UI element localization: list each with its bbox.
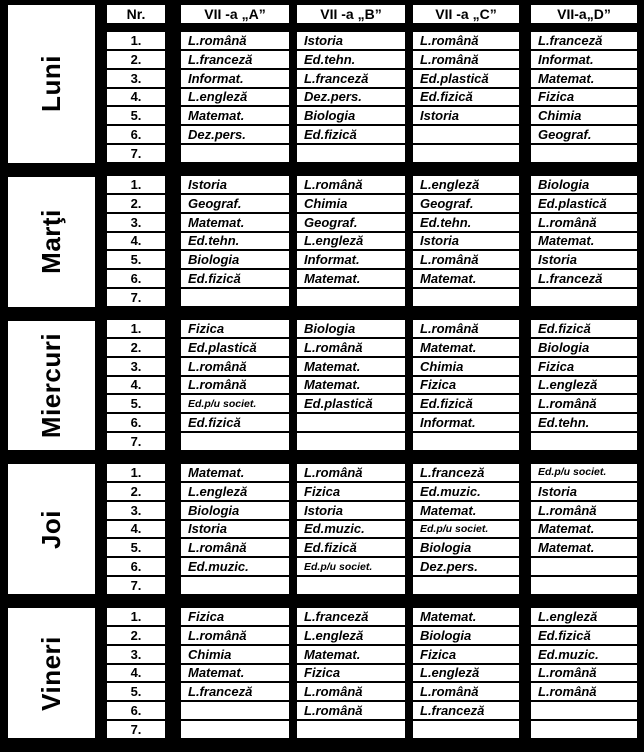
subject-cell: Dez.pers. — [413, 558, 519, 575]
subject-cell: Ed.plastică — [181, 339, 289, 356]
subject-cell: Biologia — [297, 320, 405, 337]
subject-cell — [413, 145, 519, 162]
subject-cell: Ed.fizică — [413, 89, 519, 106]
timetable-row — [107, 89, 637, 106]
subject-cell: Fizica — [413, 377, 519, 394]
subject-cell: Ed.tehn. — [181, 233, 289, 250]
subject-cell: Ed.muzic. — [413, 483, 519, 500]
class-header-c: VII -a „C” — [413, 5, 519, 23]
day-label: Joi — [35, 509, 66, 549]
schedule-grid — [107, 5, 637, 752]
timetable-row — [107, 32, 637, 49]
class-header-d: VII-a„D” — [531, 5, 637, 23]
subject-cell: Fizica — [297, 483, 405, 500]
row-number: 2. — [107, 483, 165, 500]
subject-cell: Fizica — [181, 608, 289, 625]
subject-cell: L.franceză — [531, 32, 637, 49]
timetable-row — [107, 233, 637, 250]
subject-cell — [531, 721, 637, 738]
row-number: 6. — [107, 414, 165, 431]
timetable-row — [107, 646, 637, 663]
subject-cell: Ed.fizică — [531, 320, 637, 337]
row-number: 3. — [107, 646, 165, 663]
subject-cell: Ed.fizică — [413, 395, 519, 412]
subject-cell: Matemat. — [413, 339, 519, 356]
subject-cell: L.română — [413, 683, 519, 700]
subject-cell: L.franceză — [297, 70, 405, 87]
subject-cell: Fizica — [531, 358, 637, 375]
timetable-row — [107, 608, 637, 625]
timetable-row — [107, 339, 637, 356]
subject-cell: Biologia — [531, 339, 637, 356]
subject-cell: Istoria — [413, 107, 519, 124]
day-section — [107, 32, 637, 162]
timetable-row — [107, 433, 637, 450]
subject-cell: Chimia — [297, 195, 405, 212]
timetable-row — [107, 502, 637, 519]
subject-cell: Ed.muzic. — [531, 646, 637, 663]
row-number: 5. — [107, 539, 165, 556]
subject-cell: L.engleză — [531, 608, 637, 625]
row-number: 1. — [107, 32, 165, 49]
subject-cell: Matemat. — [531, 521, 637, 538]
day-label: Miercuri — [36, 332, 66, 439]
subject-cell: L.română — [181, 539, 289, 556]
day-box — [8, 464, 95, 594]
subject-cell: Istoria — [181, 521, 289, 538]
row-number: 4. — [107, 377, 165, 394]
subject-cell — [413, 433, 519, 450]
row-number: 1. — [107, 464, 165, 481]
timetable-row — [107, 251, 637, 268]
subject-cell: L.română — [297, 176, 405, 193]
subject-cell: Ed.plastică — [413, 70, 519, 87]
subject-cell: L.română — [413, 320, 519, 337]
subject-cell — [531, 289, 637, 306]
subject-cell: Matemat. — [181, 464, 289, 481]
subject-cell: L.română — [297, 702, 405, 719]
subject-cell: Chimia — [181, 646, 289, 663]
subject-cell: Informat. — [531, 51, 637, 68]
subject-cell: L.franceză — [181, 683, 289, 700]
subject-cell: Ed.fizică — [297, 539, 405, 556]
row-number: 6. — [107, 558, 165, 575]
subject-cell — [531, 558, 637, 575]
subject-cell: L.franceză — [531, 270, 637, 287]
subject-cell — [297, 145, 405, 162]
row-number: 2. — [107, 51, 165, 68]
subject-cell: Matemat. — [181, 107, 289, 124]
subject-cell: Ed.fizică — [531, 627, 637, 644]
subject-cell — [297, 433, 405, 450]
subject-cell — [413, 289, 519, 306]
day-box — [8, 177, 95, 307]
day-column — [8, 5, 95, 752]
subject-cell — [413, 721, 519, 738]
subject-cell: Matemat. — [181, 214, 289, 231]
timetable-row — [107, 721, 637, 738]
row-number: 1. — [107, 320, 165, 337]
subject-cell: L.română — [531, 214, 637, 231]
subject-cell: Ed.tehn. — [531, 414, 637, 431]
class-header-a: VII -a „A” — [181, 5, 289, 23]
timetable-row — [107, 214, 637, 231]
subject-cell — [181, 289, 289, 306]
timetable-row — [107, 464, 637, 481]
subject-cell: Matemat. — [297, 358, 405, 375]
day-section — [107, 608, 637, 738]
subject-cell: Matemat. — [413, 502, 519, 519]
subject-cell: Geograf. — [413, 195, 519, 212]
row-number: 5. — [107, 395, 165, 412]
subject-cell: Geograf. — [531, 126, 637, 143]
subject-cell: L.română — [413, 251, 519, 268]
subject-cell: Informat. — [297, 251, 405, 268]
subject-cell — [531, 145, 637, 162]
subject-cell: Fizica — [181, 320, 289, 337]
subject-cell: Matemat. — [297, 377, 405, 394]
subject-cell — [413, 577, 519, 594]
day-sections — [107, 32, 637, 752]
subject-cell: L.engleză — [181, 483, 289, 500]
row-number: 3. — [107, 502, 165, 519]
day-box — [8, 5, 95, 163]
subject-cell: Fizica — [531, 89, 637, 106]
subject-cell: Matemat. — [413, 270, 519, 287]
subject-cell: Chimia — [413, 358, 519, 375]
subject-cell: L.franceză — [413, 464, 519, 481]
row-number: 5. — [107, 683, 165, 700]
subject-cell — [531, 702, 637, 719]
row-number: 2. — [107, 627, 165, 644]
row-number: 6. — [107, 702, 165, 719]
timetable-row — [107, 320, 637, 337]
row-number: 7. — [107, 289, 165, 306]
timetable-row — [107, 683, 637, 700]
subject-cell: Biologia — [297, 107, 405, 124]
subject-cell: Ed.p/u societ. — [181, 395, 289, 412]
row-number: 2. — [107, 339, 165, 356]
subject-cell: Matemat. — [297, 646, 405, 663]
subject-cell: L.engleză — [297, 233, 405, 250]
subject-cell: L.română — [297, 464, 405, 481]
subject-cell: Istoria — [531, 483, 637, 500]
timetable-row — [107, 195, 637, 212]
timetable-row — [107, 358, 637, 375]
subject-cell — [181, 577, 289, 594]
subject-cell: Matemat. — [531, 233, 637, 250]
subject-cell: Dez.pers. — [181, 126, 289, 143]
timetable-row — [107, 702, 637, 719]
timetable-row — [107, 539, 637, 556]
subject-cell — [297, 577, 405, 594]
subject-cell: L.franceză — [297, 608, 405, 625]
row-number: 4. — [107, 89, 165, 106]
subject-cell: L.engleză — [413, 665, 519, 682]
subject-cell: Matemat. — [413, 608, 519, 625]
timetable-row — [107, 126, 637, 143]
subject-cell: Ed.plastică — [297, 395, 405, 412]
day-label: Luni — [36, 55, 66, 113]
subject-cell: L.engleză — [531, 377, 637, 394]
row-number: 3. — [107, 70, 165, 87]
subject-cell: Istoria — [181, 176, 289, 193]
subject-cell — [181, 433, 289, 450]
day-section — [107, 176, 637, 306]
subject-cell — [181, 702, 289, 719]
timetable-row — [107, 521, 637, 538]
row-number: 4. — [107, 233, 165, 250]
class-header-b: VII -a „B” — [297, 5, 405, 23]
subject-cell: Ed.p/u societ. — [413, 521, 519, 538]
subject-cell: Istoria — [297, 32, 405, 49]
subject-cell: L.română — [181, 32, 289, 49]
subject-cell: Ed.p/u societ. — [531, 464, 637, 481]
subject-cell: L.română — [531, 502, 637, 519]
subject-cell — [297, 721, 405, 738]
subject-cell: L.română — [413, 51, 519, 68]
subject-cell: L.engleză — [297, 627, 405, 644]
subject-cell: Ed.muzic. — [181, 558, 289, 575]
subject-cell: Ed.fizică — [181, 270, 289, 287]
subject-cell: L.română — [531, 665, 637, 682]
subject-cell: Matemat. — [531, 539, 637, 556]
subject-cell: Istoria — [297, 502, 405, 519]
subject-cell: L.română — [181, 377, 289, 394]
subject-cell: Matemat. — [297, 270, 405, 287]
subject-cell: Ed.fizică — [297, 126, 405, 143]
subject-cell: Matemat. — [531, 70, 637, 87]
timetable-row — [107, 107, 637, 124]
nr-header: Nr. — [107, 5, 165, 23]
subject-cell: Dez.pers. — [297, 89, 405, 106]
timetable-row — [107, 665, 637, 682]
row-number: 6. — [107, 270, 165, 287]
subject-cell: Ed.plastică — [531, 195, 637, 212]
row-number: 6. — [107, 126, 165, 143]
header-row — [107, 5, 637, 23]
subject-cell: L.română — [531, 683, 637, 700]
subject-cell: L.română — [181, 358, 289, 375]
row-number: 4. — [107, 665, 165, 682]
subject-cell: Matemat. — [181, 665, 289, 682]
subject-cell — [413, 126, 519, 143]
subject-cell: Biologia — [413, 539, 519, 556]
subject-cell: Ed.tehn. — [297, 51, 405, 68]
subject-cell: Istoria — [413, 233, 519, 250]
subject-cell — [181, 145, 289, 162]
row-number: 3. — [107, 214, 165, 231]
subject-cell: Biologia — [531, 176, 637, 193]
subject-cell: L.română — [181, 627, 289, 644]
subject-cell: L.română — [413, 32, 519, 49]
subject-cell: Biologia — [413, 627, 519, 644]
subject-cell — [181, 721, 289, 738]
subject-cell — [531, 433, 637, 450]
day-section — [107, 320, 637, 450]
timetable-row — [107, 395, 637, 412]
subject-cell: Ed.p/u societ. — [297, 558, 405, 575]
subject-cell: Geograf. — [181, 195, 289, 212]
subject-cell — [297, 289, 405, 306]
timetable-row — [107, 414, 637, 431]
row-number: 2. — [107, 195, 165, 212]
subject-cell: Biologia — [181, 502, 289, 519]
subject-cell: L.engleză — [181, 89, 289, 106]
subject-cell: Geograf. — [297, 214, 405, 231]
subject-cell: Informat. — [181, 70, 289, 87]
subject-cell: Ed.muzic. — [297, 521, 405, 538]
timetable-row — [107, 577, 637, 594]
timetable-row — [107, 627, 637, 644]
day-box — [8, 608, 95, 738]
row-number: 4. — [107, 521, 165, 538]
subject-cell — [297, 414, 405, 431]
timetable-row — [107, 289, 637, 306]
row-number: 5. — [107, 107, 165, 124]
row-number: 7. — [107, 433, 165, 450]
day-box — [8, 321, 95, 451]
subject-cell: Chimia — [531, 107, 637, 124]
row-number: 1. — [107, 608, 165, 625]
timetable-row — [107, 51, 637, 68]
subject-cell: Fizica — [297, 665, 405, 682]
row-number: 1. — [107, 176, 165, 193]
day-label: Marţi — [36, 209, 66, 274]
subject-cell: L.română — [297, 339, 405, 356]
subject-cell: Istoria — [531, 251, 637, 268]
subject-cell: L.română — [531, 395, 637, 412]
timetable-row — [107, 377, 637, 394]
timetable-row — [107, 483, 637, 500]
subject-cell: Ed.fizică — [181, 414, 289, 431]
subject-cell: L.franceză — [413, 702, 519, 719]
row-number: 5. — [107, 251, 165, 268]
row-number: 7. — [107, 577, 165, 594]
row-number: 7. — [107, 145, 165, 162]
timetable-row — [107, 270, 637, 287]
subject-cell: L.engleză — [413, 176, 519, 193]
subject-cell: L.română — [297, 683, 405, 700]
day-label: Vineri — [36, 635, 66, 711]
timetable-row — [107, 70, 637, 87]
subject-cell: Biologia — [181, 251, 289, 268]
subject-cell: Ed.tehn. — [413, 214, 519, 231]
subject-cell: Informat. — [413, 414, 519, 431]
row-number: 7. — [107, 721, 165, 738]
row-number: 3. — [107, 358, 165, 375]
timetable-row — [107, 558, 637, 575]
subject-cell — [531, 577, 637, 594]
subject-cell: Fizica — [413, 646, 519, 663]
timetable-row — [107, 176, 637, 193]
subject-cell: L.franceză — [181, 51, 289, 68]
day-section — [107, 464, 637, 594]
timetable-row — [107, 145, 637, 162]
